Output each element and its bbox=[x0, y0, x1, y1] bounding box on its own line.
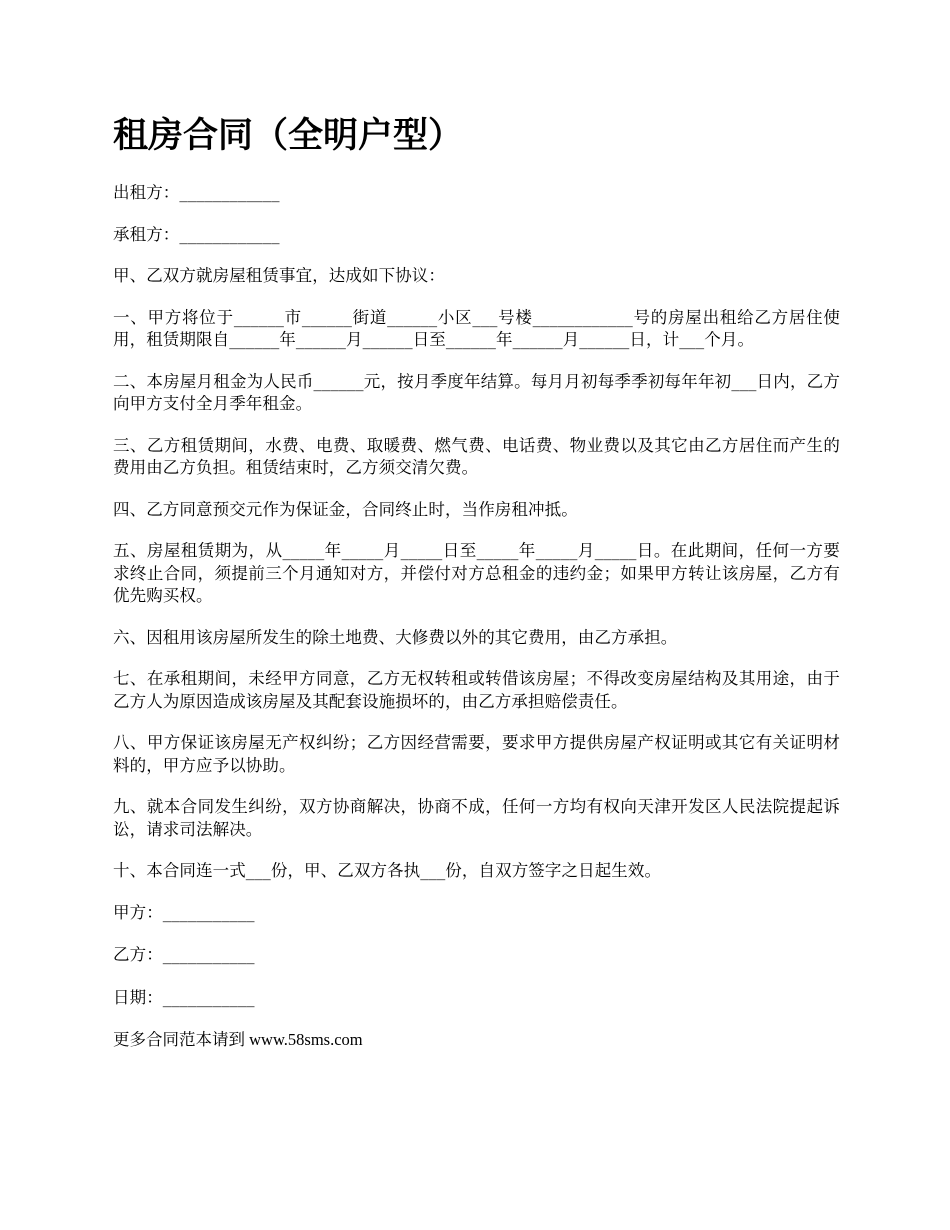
footer-note: 更多合同范本请到 www.58sms.com bbox=[113, 1030, 363, 1049]
clause-9: 九、就本合同发生纠纷，双方协商解决，协商不成，任何一方均有权向天津开发区人民法院提起诉讼，请求司法解决。 bbox=[113, 797, 840, 839]
signature-party-b: 乙方：___________ bbox=[113, 945, 255, 964]
clause-7: 七、在承租期间，未经甲方同意，乙方无权转租或转借该房屋；不得改变房屋结构及其用途，由于乙方人为原因造成该房屋及其配套设施损坏的，由乙方承担赔偿责任。 bbox=[113, 669, 840, 711]
clause-6: 六、因租用该房屋所发生的除土地费、大修费以外的其它费用，由乙方承担。 bbox=[113, 627, 678, 647]
clause-5: 五、房屋租赁期为，从_____年_____月_____日至_____年_____月_____日。在此期间，任何一方要求终止合同，须提前三个月通知对方，并偿付对方总租金的违约金；如果甲方转让该房屋，乙方有优先购买权。 bbox=[113, 541, 840, 605]
clause-1: 一、甲方将位于______市______街道______小区___号楼____________号的房屋出租给乙方居住使用，租赁期限自______年______月______日至______年______月______日，计___个月。 bbox=[113, 307, 840, 349]
clause-10: 十、本合同连一式___份，甲、乙双方各执___份，自双方签字之日起生效。 bbox=[113, 861, 662, 880]
lessor-line: 出租方：____________ bbox=[113, 183, 280, 202]
clause-2: 二、本房屋月租金为人民币______元，按月季度年结算。每月月初每季季初每年年初___日内，乙方向甲方支付全月季年租金。 bbox=[113, 371, 840, 413]
clause-3: 三、乙方租赁期间，水费、电费、取暖费、燃气费、电话费、物业费以及其它由乙方居住而产生的费用由乙方负担。租赁结束时，乙方须交清欠费。 bbox=[113, 435, 840, 477]
page-title: 租房合同（全明户型） bbox=[113, 115, 464, 156]
signature-date: 日期：___________ bbox=[113, 987, 255, 1007]
agreement-intro: 甲、乙双方就房屋租赁事宜，达成如下协议： bbox=[113, 266, 445, 285]
document-body bbox=[113, 112, 840, 1068]
signature-party-a: 甲方：___________ bbox=[113, 902, 255, 922]
lessee-line: 承租方：____________ bbox=[113, 224, 280, 244]
clause-4: 四、乙方同意预交元作为保证金，合同终止时，当作房租冲抵。 bbox=[113, 499, 578, 519]
clause-8: 八、甲方保证该房屋无产权纠纷；乙方因经营需要，要求甲方提供房屋产权证明或其它有关证明材料的，甲方应予以协助。 bbox=[113, 733, 840, 775]
